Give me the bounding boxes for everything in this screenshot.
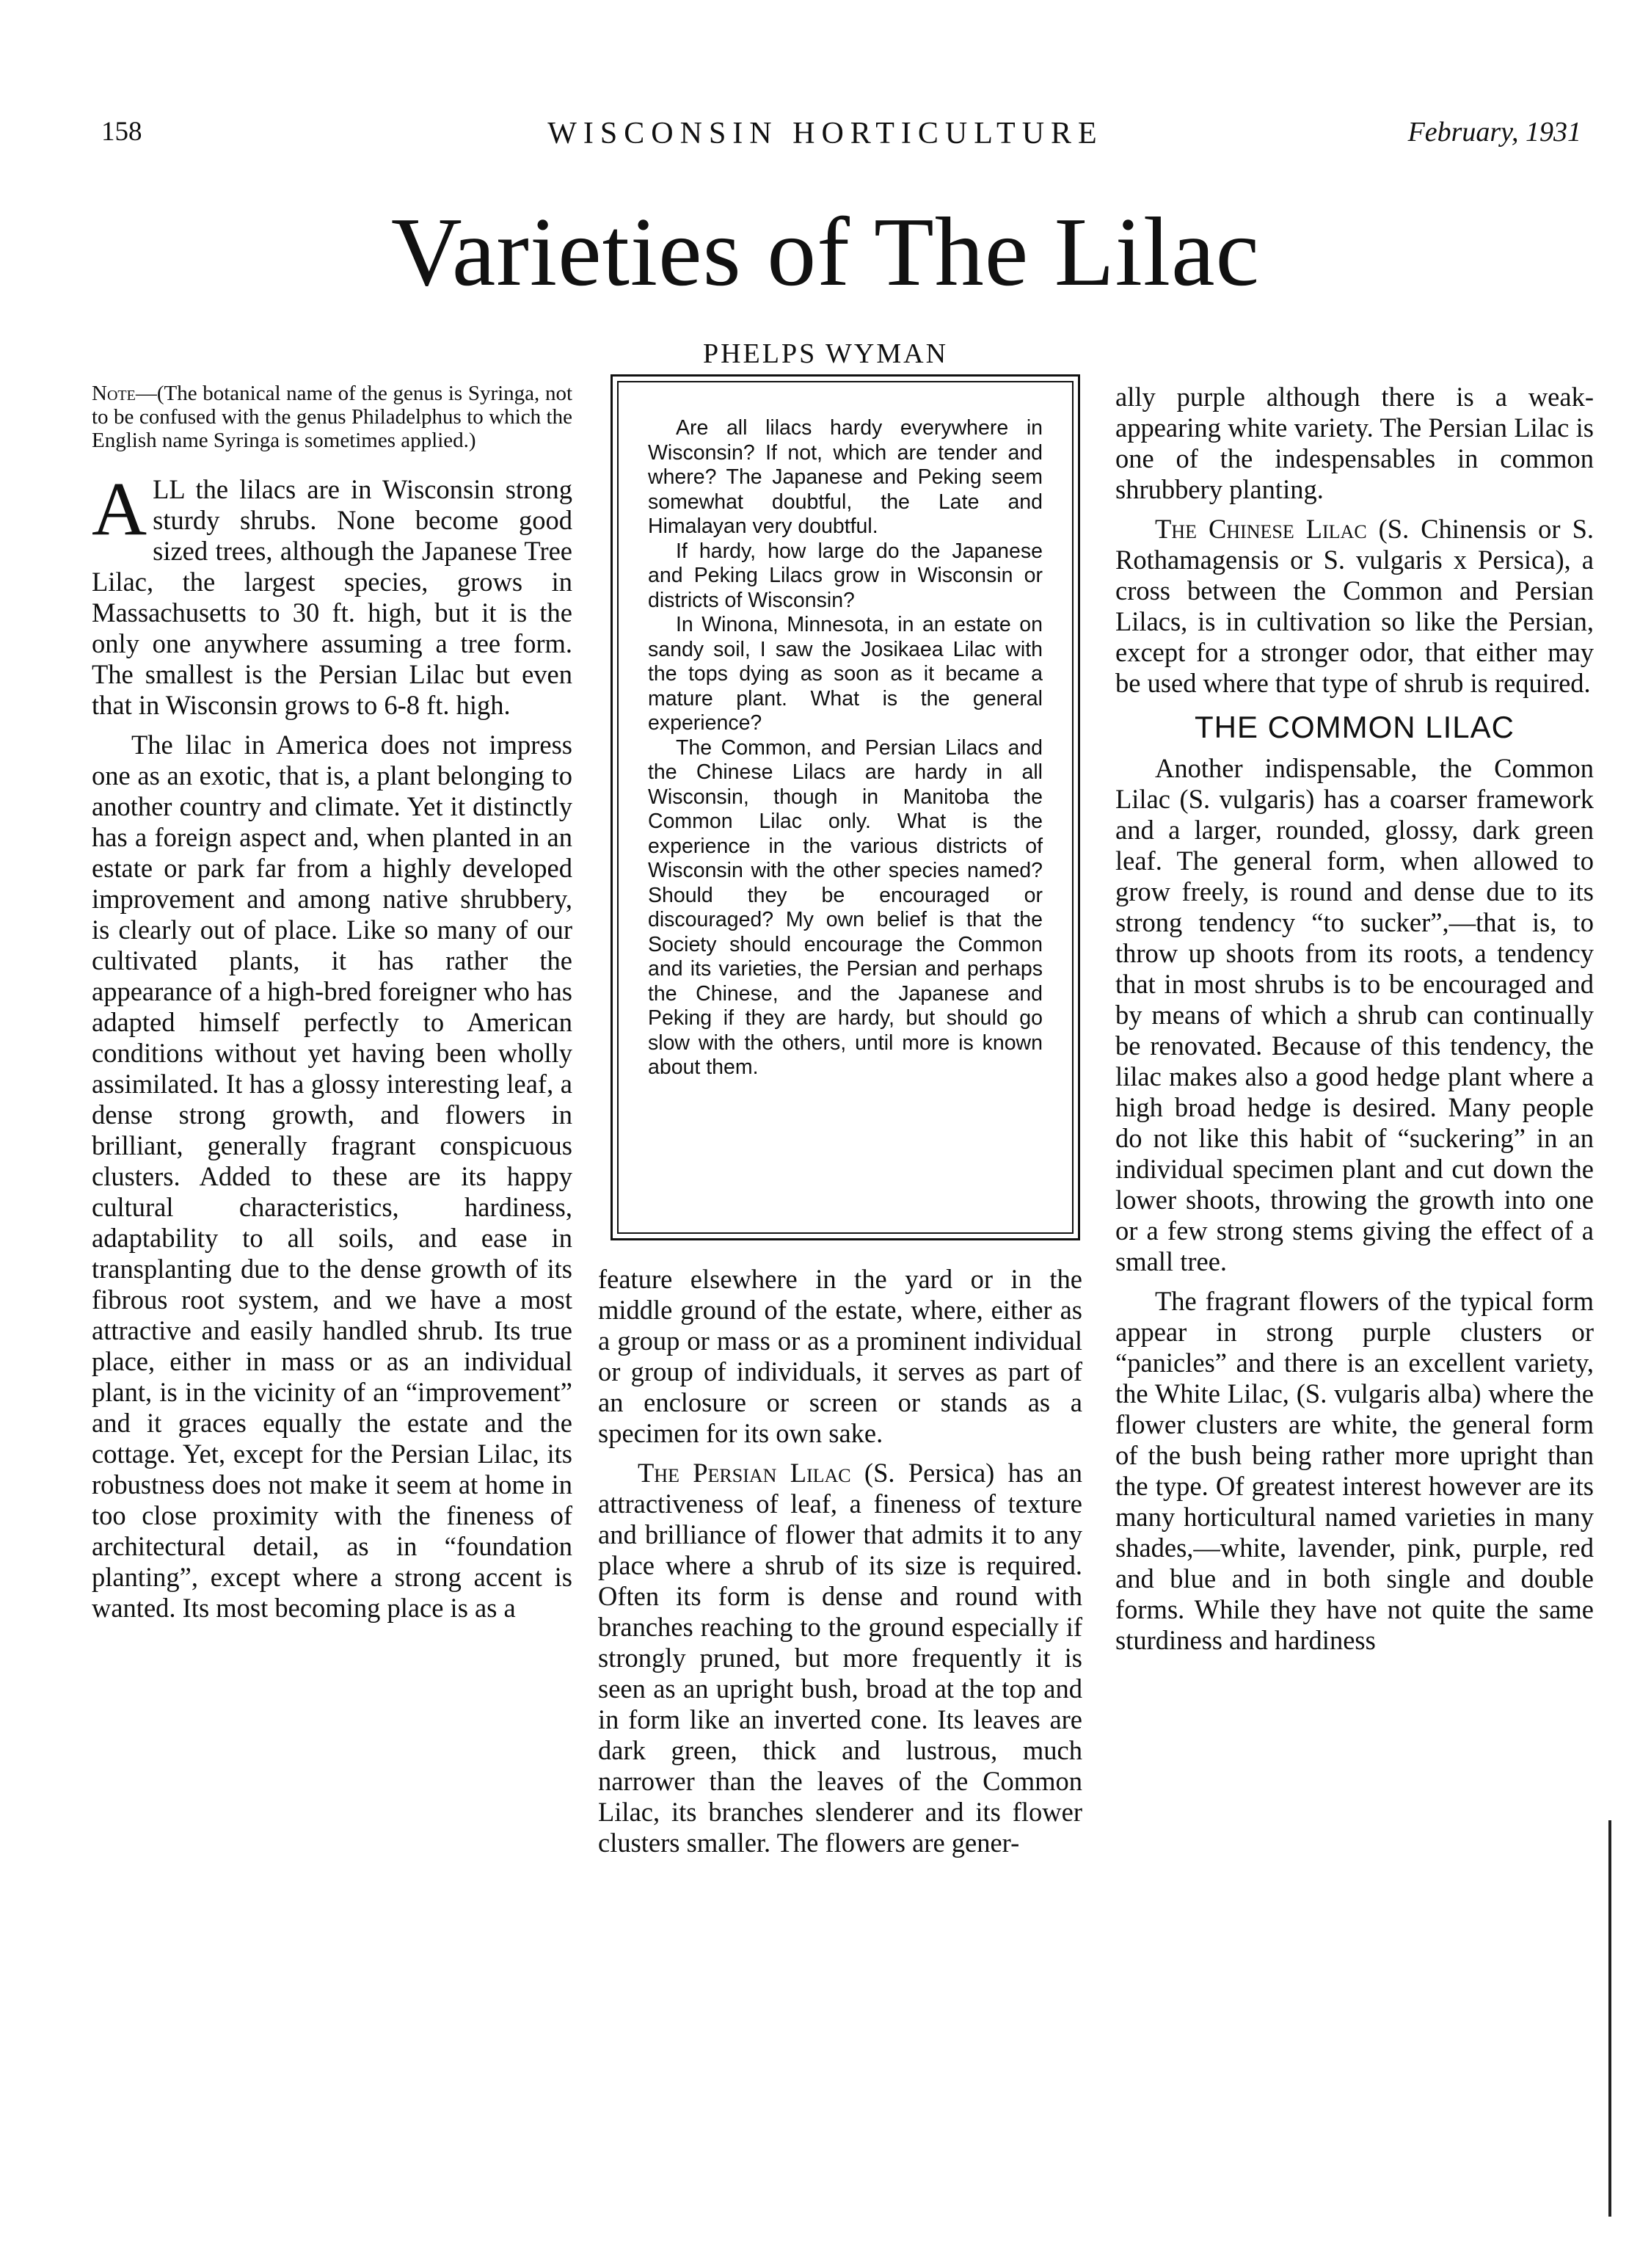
sidebar-paragraph: In Winona, Minnesota, in an estate on sandy soil, I saw the Josikaea Lilac with the tops dying as soon as it became a mature plant. What is the general experience? <box>648 613 1043 735</box>
section-heading: THE COMMON LILAC <box>1194 710 1515 744</box>
sidebar-paragraph: If hardy, how large do the Japanese and Peking Lilacs grow in Wisconsin or districts of Wisconsin? <box>648 539 1043 612</box>
paragraph: ally purple although there is a weak-appearing white variety. The Persian Lilac is one of the indespensables in common shrubbery planting. <box>1115 382 1594 504</box>
margin-rule <box>1608 1820 1611 2217</box>
paragraph: The lilac in America does not impress one as an exotic, that is, a plant belonging to another country and climate. Yet it distinctly has a foreign aspect and, when planted in an estate or park far from a highly developed improvement and among native shrubbery, is clearly out of place. Like so many of our cultivated plants, it has rather the appearance of a high-bred foreigner who has adapted himself perfectly to American conditions without yet having been wholly assimilated. It has a glossy interesting leaf, a dense strong growth, and flowers in brilliant, generally fragrant conspicuous clusters. Added to these are its happy cultural characteristics, hardiness, adaptability to all soils, and ease in transplanting due to the dense growth of its fibrous root system, and we have a most attractive and easily handled shrub. Its true place, either in mass or as an individual plant, is in the vicinity of an “improvement” and it graces equally the estate and the cottage. Yet, except for the Persian Lilac, its robustness does not make it seem at home in too close proximity with the fineness of architectural detail, as in “foundation planting”, except where a strong accent is wanted. Its most becoming place is as a <box>92 730 572 1623</box>
page-number: 158 <box>101 117 142 147</box>
botanical-note <box>92 382 572 452</box>
paragraph: The fragrant flowers of the typical form appear in strong purple clusters or “panicles” and there is an excellent variety, the White Lilac, (S. vulgaris alba) where the flower clusters are white, the general form of the bush being rather more upright than the type. Of greatest interest however are its many horticultural named varieties in many shades,—white, lavender, pink, purple, red and blue and in both single and double forms. While they have not quite the same sturdiness and hardiness <box>1115 1286 1594 1655</box>
article-title: Varieties of The Lilac <box>390 197 1261 306</box>
note-text: —(The botanical name of the genus is Syringa, not to be confused with the genus Philadelphus to which the English name Syringa is sometimes applied.) <box>92 382 572 452</box>
column-3 <box>1115 382 1594 1665</box>
issue-date: February, 1931 <box>1407 117 1581 148</box>
sidebar-paragraph: Are all lilacs hardy everywhere in Wisconsin? If not, which are tender and where? The Japanese and Peking seem somewhat doubtful, the Late and Himalayan very doubtful. <box>648 416 1043 538</box>
column-1 <box>92 382 572 1632</box>
page-header <box>0 116 1651 160</box>
article-author: PHELPS WYMAN <box>702 338 949 369</box>
chinese-lilac-heading: The Chinese Lilac <box>1155 514 1367 544</box>
sidebar-inner-frame <box>617 381 1074 1234</box>
paragraph-text: (S. Chinensis or S. Rothamagensis or S. vulgaris x Persica), a cross between the Common and Persian Lilacs, is in cultivation so like the Persian, except for a stronger odor, that either may be used where that type of shrub is required. <box>1115 514 1594 698</box>
note-label: Note <box>92 382 136 405</box>
paragraph <box>1115 514 1594 699</box>
paragraph <box>92 467 572 721</box>
persian-lilac-heading: The Persian Lilac <box>638 1458 851 1488</box>
column-2 <box>598 1264 1082 1867</box>
journal-title: WISCONSIN HORTICULTURE <box>547 117 1104 150</box>
questions-sidebar-box <box>611 374 1080 1240</box>
paragraph: feature elsewhere in the yard or in the middle ground of the estate, where, either as a group or mass or as a prominent individual or group of individuals, it serves as part of an enclosure or screen or stands as a specimen for its own sake. <box>598 1264 1082 1448</box>
drop-cap: A <box>92 467 147 551</box>
paragraph-text: (S. Persica) has an attractiveness of leaf, a fineness of texture and brilliance of flower that admits it to any place where a shrub of its size is required. Often its form is dense and round with branches reaching to the ground especially if strongly pruned, but more frequently it is seen as an upright bush, broad at the top and in form like an inverted cone. Its leaves are dark green, thick and lustrous, much narrower than the leaves of the Common Lilac, its branches slenderer and its flower clusters smaller. The flowers are gener- <box>598 1458 1082 1858</box>
paragraph: Another indispensable, the Common Lilac (S. vulgaris) has a coarser framework and a larger, rounded, glossy, dark green leaf. The general form, when allowed to grow freely, is round and dense due to its strong tendency “to sucker”,—that is, to throw up shoots from its roots, a tendency that in most shrubs is to be encouraged and by means of which a shrub can continually be renovated. Because of this tendency, the lilac makes also a good hedge plant where a high broad hedge is desired. Many people do not like this habit of “suckering” in an individual specimen plant and cut down the lower shoots, throwing the growth into one or a few strong stems giving the effect of a small tree. <box>1115 753 1594 1276</box>
paragraph-text: LL the lilacs are in Wisconsin strong sturdy shrubs. None become good sized trees, although the Japanese Tree Lilac, the largest species, grows in Massachusetts to 30 ft. high, but it is the only one anywhere assuming a tree form. The smallest is the Persian Lilac but even that in Wisconsin grows to 6-8 ft. high. <box>92 474 572 720</box>
paragraph <box>598 1458 1082 1858</box>
sidebar-paragraph: The Common, and Persian Lilacs and the Chinese Lilacs are hardy in all Wisconsin, though in Manitoba the Common Lilac only. What is the experience in the various districts of Wisconsin with the other species named? Should they be encouraged or discouraged? My own belief is that the Society should encourage the Common and its varieties, the Persian and perhaps the Chinese, and the Japanese and Peking if they are hardy, but should go slow with the others, until more is known about them. <box>648 735 1043 1079</box>
